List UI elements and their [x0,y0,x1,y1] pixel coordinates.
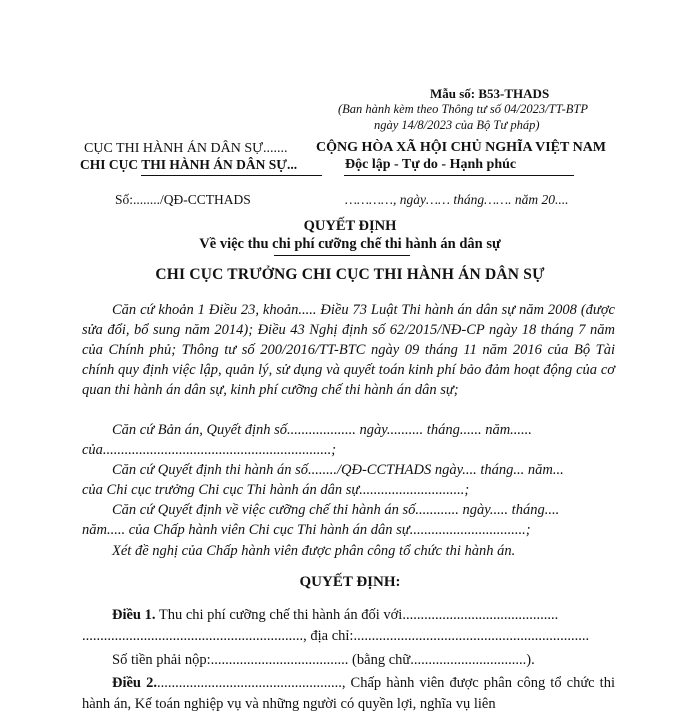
amount-text: Số tiền phải nộp:...................................... (bằng chữ................................). [112,652,535,668]
agency-parent: CỤC THI HÀNH ÁN DÂN SỰ....... [84,141,288,156]
article-2-text: ..................................................., Chấp hành viên được phân công tổ chức thi hành án, Kế toán nghiệp vụ và những người có quyền lợi, nghĩa vụ liên [82,675,615,712]
form-number: Mẫu số: B53-THADS [430,86,550,101]
article-1-address-line [82,626,615,647]
issuing-authority: CHI CỤC TRƯỞNG CHI CỤC THI HÀNH ÁN DÂN SỰ [155,266,545,283]
article-1-address: ............................................................., địa chỉ:................................................................. [82,628,590,644]
ground-text-2b: của...............................................................; [82,442,337,458]
ground-text-5: Xét đề nghị của Chấp hành viên được phân công tổ chức thi hành án. [112,543,516,559]
ground-paragraph-5 [82,541,615,561]
place-date: …………, ngày…… tháng……. năm 20.... [345,192,569,207]
article-2-label: Điều 2. [112,675,157,691]
agency-underline [141,175,322,176]
national-title: CỘNG HÒA XÃ HỘI CHỦ NGHĨA VIỆT NAM [316,140,607,155]
ground-text-4b: năm..... của Chấp hành viên Chi cục Thi hành án dân sự................................; [82,522,531,538]
article-1-text: Thu chi phí cưỡng chế thi hành án đối với........................................... [155,607,559,623]
document-subject: Về việc thu chi phí cưỡng chế thi hành án dân sự [199,236,501,252]
ground-text-3a: Căn cứ Quyết định thi hành án số......../QĐ-CCTHADS ngày.... tháng... năm... [112,462,564,478]
document-number: Số:......../QĐ-CCTHADS [115,192,251,207]
ground-paragraph-3 [82,460,615,500]
article-1 [82,605,615,626]
ground-paragraph-1 [82,300,615,400]
ground-text-3b: của Chi cục trưởng Chi cục Thi hành án dân sự.............................; [82,482,470,498]
document-title: QUYẾT ĐỊNH [303,218,397,234]
form-note-line-2: ngày 14/8/2023 của Bộ Tư pháp) [374,118,540,132]
ground-text-2a: Căn cứ Bản án, Quyết định số................... ngày.......... tháng...... năm...... [112,422,532,438]
agency-name: CHI CỤC THI HÀNH ÁN DÂN SỰ... [80,157,298,172]
motto-underline [344,175,574,176]
form-note-line-1: (Ban hành kèm theo Thông tư số 04/2023/TT-BTP [338,102,588,116]
subject-underline [274,255,410,256]
ground-text-4a: Căn cứ Quyết định về việc cưỡng chế thi hành án số............ ngày..... tháng.... [112,502,560,518]
decision-heading: QUYẾT ĐỊNH: [299,574,401,590]
ground-paragraph-2 [82,420,615,460]
article-1-label: Điều 1. [112,607,156,623]
amount-line [82,650,615,671]
ground-paragraph-4 [82,500,615,540]
national-motto: Độc lập - Tự do - Hạnh phúc [345,157,517,172]
ground-text-1: Căn cứ khoản 1 Điều 23, khoản..... Điều 73 Luật Thi hành án dân sự năm 2008 (được sửa đổi, bổ sung năm 2014); Điều 43 Nghị định số 62/2015/NĐ-CP ngày 18 tháng 7 năm của Chính phủ; Thông tư số 200/2016/TT-BTC ngày 09 tháng 11 năm 2016 của Bộ Tài chính quy định việc lập, quản lý, sử dụng và quyết toán kinh phí bảo đảm hoạt động của cơ quan thi hành án dân sự, kinh phí cưỡng chế thi hành án dân sự; [82,302,615,398]
article-2 [82,673,615,715]
